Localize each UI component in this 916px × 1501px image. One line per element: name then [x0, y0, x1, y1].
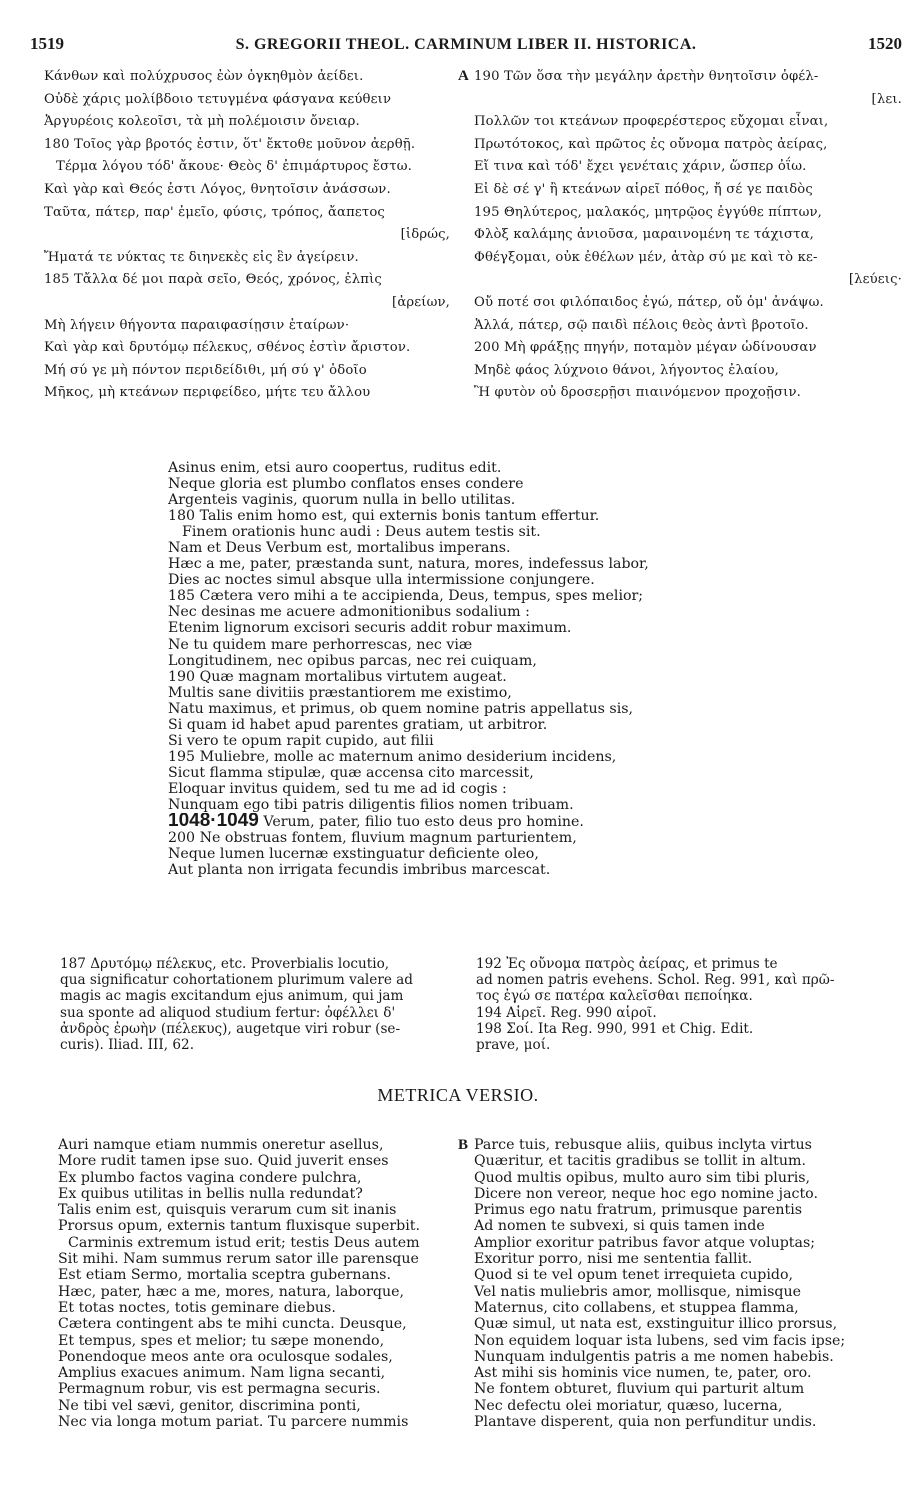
greek-line-continuation: [λει.: [871, 91, 902, 107]
greek-line: Εἰ δὲ σέ γ' ἢ κτεάνων αἱρεῖ πόθος, ἤ σέ γε παιδὸς: [474, 181, 813, 197]
footnote-line: curis). Iliad. III, 62.: [60, 1037, 195, 1054]
greek-line: 200 Μὴ φράξῃς πηγήν, ποταμὸν μέγαν ὠδίνουσαν: [474, 340, 817, 356]
section-title: METRICA VERSIO.: [377, 1085, 539, 1105]
footnote-line: sua sponte ad aliquod studium fertur: ὀφέλλει δ': [60, 1004, 396, 1021]
greek-line: Ἀλλά, πάτερ, σῷ παιδὶ πέλοις θεὸς ἀντὶ βροτοῖο.: [474, 317, 809, 333]
latin-line: Dies ac noctes simul absque ulla intermissione conjungere.: [168, 572, 595, 589]
greek-line: 185 Τἄλλα δέ μοι παρὰ σεῖο, Θεός, χρόνος, ἐλπὶς: [44, 272, 382, 288]
greek-line: Ἢ φυτὸν οὐ δροσερῇσι πιαινόμενον προχοῇσιν.: [474, 385, 801, 401]
verse-line: Ex quibus utilitas in bellis nulla redundat?: [58, 1185, 363, 1202]
latin-line: Aut planta non irrigata fecundis imbribus marcescat.: [168, 862, 551, 879]
latin-line: Nam et Deus Verbum est, mortalibus imperans.: [168, 540, 511, 557]
verse-line: Plantave disperent, quia non perfunditur undis.: [474, 1414, 817, 1431]
migne-column-reference: 1048·1049: [168, 813, 259, 831]
latin-line: Asinus enim, etsi auro coopertus, ruditus edit.: [168, 460, 502, 476]
verse-line: Nec via longa motum pariat. Tu parcere nummis: [58, 1414, 409, 1431]
verse-line: Hæc, pater, hæc a me, mores, natura, laborque,: [58, 1283, 405, 1300]
greek-line: Εἴ τινα καὶ τόδ' ἔχει γενέταις χάριν, ὥσπερ ὀΐω.: [474, 159, 807, 175]
verse-line: Quod multis opibus, multo auro sim tibi pluris,: [474, 1169, 811, 1186]
section-marker-b: B: [458, 1137, 469, 1153]
latin-line: Longitudinem, nec opibus parcas, nec rei cuiquam,: [168, 652, 537, 669]
greek-line: 195 Θηλύτερος, μαλακός, μητρῷος ἐγγύθε πίπτων,: [474, 204, 823, 220]
right-column-number: 1520: [867, 34, 902, 53]
left-column-number: 1519: [30, 34, 64, 53]
latin-line: 190 Quæ magnam mortalibus virtutem augeat.: [168, 668, 507, 685]
latin-line: 180 Talis enim homo est, qui externis bonis tantum effertur.: [168, 508, 600, 525]
latin-line: Nunquam ego tibi patris diligentis filios nomen tribuam.: [168, 796, 574, 813]
greek-line: 180 Τοῖος γὰρ βροτός ἐστιν, ὅτ' ἔκτοθε μοῦνον ἀερθῇ.: [44, 136, 416, 152]
greek-line: Οὔ ποτέ σοι φιλόπαιδος ἐγώ, πάτερ, οὔ ὁμ' ἀνάψω.: [474, 294, 824, 310]
verse-line: Non equidem loquar ista lubens, sed vim facis ipse;: [474, 1332, 846, 1349]
latin-line: Sicut flamma stipulæ, quæ accensa cito marcessit,: [168, 764, 534, 781]
verse-line: Quæ simul, ut nata est, exstinguitur illico prorsus,: [474, 1316, 838, 1333]
latin-line: 200 Ne obstruas fontem, fluvium magnum parturientem,: [168, 830, 577, 847]
section-marker-a: A: [458, 68, 469, 84]
latin-line: Natu maximus, et primus, ob quem nomine patris appellatus sis,: [168, 700, 634, 717]
greek-line-continuation: [ἱδρώς,: [400, 227, 450, 243]
latin-line: Si vero te opum rapit cupido, aut filii: [168, 732, 434, 749]
greek-right-column: [474, 66, 902, 405]
latin-line-text: Verum, pater, filio tuo esto deus pro homine.: [263, 814, 584, 831]
latin-line: Nec desinas me acuere admonitionibus sodalium :: [168, 604, 530, 621]
latin-line: Neque gloria est plumbo conflatos enses condere: [168, 476, 524, 493]
latin-line: Etenim lignorum excisori securis addit robur maximum.: [168, 620, 572, 637]
verse-line: Amplius exacues animum. Nam ligna secanti,: [58, 1365, 386, 1382]
verse-line: Ne fontem obturet, fluvium qui parturit altum: [474, 1381, 805, 1398]
verse-line: Primus ego natu fratrum, primusque parentis: [474, 1202, 803, 1219]
verse-line: Quod si te vel opum tenet irrequieta cupido,: [474, 1267, 794, 1284]
verse-line: Ad nomen te subvexi, si quis tamen inde: [474, 1218, 765, 1235]
greek-line: Κάνθων καὶ πολύχρυσος ἐὼν ὀγκηθμὸν ἀείδει.: [44, 69, 364, 84]
latin-line: Hæc a me, pater, præstanda sunt, natura, mores, indefessus labor,: [168, 556, 649, 573]
verse-line: Et totas noctes, totis geminare diebus.: [58, 1299, 336, 1316]
latin-line: Eloquar invitus quidem, sed tu me ad id cogis :: [168, 780, 507, 797]
verse-line: Cætera contingent abs te mihi cuncta. Deusque,: [58, 1316, 407, 1333]
verse-line: Ast mihi sis hominis vice numen, te, pater, oro.: [474, 1365, 812, 1382]
verse-line: Dicere non vereor, neque hoc ego nomine jacto.: [474, 1185, 818, 1202]
verse-line: Talis enim est, quisquis verarum cum sit inanis: [58, 1202, 397, 1219]
greek-line: 190 Τῶν ὅσα τὴν μεγάλην ἀρετὴν θνητοῖσιν ὀφέλ-: [474, 69, 819, 84]
greek-line: Πολλῶν τοι κτεάνων προφερέστερος εὔχομαι εἶναι,: [474, 114, 829, 130]
verse-line: Maternus, cito collabens, et stuppea flamma,: [474, 1299, 799, 1316]
greek-line: Φθέγξομαι, οὐκ ἐθέλων μέν, ἀτὰρ σύ με καὶ τὸ κε-: [474, 249, 818, 265]
footnote-line: magis ac magis excitandum ejus animum, qui jam: [60, 988, 404, 1005]
greek-line: Ἤματά τε νύκτας τε διηνεκὲς εἰς ἓν ἀγείρειν.: [44, 249, 359, 265]
verse-line: Permagnum robur, vis est permagna securis.: [58, 1381, 381, 1398]
verse-line: Auri namque etiam nummis oneretur asellus,: [58, 1137, 384, 1153]
footnotes-right: [476, 956, 904, 1053]
latin-line: Multis sane divitiis præstantiorem me existimo,: [168, 684, 512, 701]
footnote-line: prave, μοί.: [476, 1037, 551, 1054]
greek-line: Μὴ λήγειν θήγοντα παραιφασίῃσιν ἑταίρων·: [44, 317, 350, 333]
footnote-line: τος ἐγώ σε πατέρα καλεῖσθαι πεποίηκα.: [476, 988, 753, 1005]
greek-line: Ταῦτα, πάτερ, παρ' ἐμεῖο, φύσις, τρόπος, ἄαπετος: [44, 204, 385, 220]
footnote-line: ad nomen patris evehens. Schol. Reg. 991, καὶ πρῶ-: [476, 972, 835, 989]
metrica-left-column: [58, 1137, 448, 1430]
greek-line: Μηδὲ φάος λύχνοιο θάνοι, λήγοντος ἐλαίου,: [474, 362, 779, 378]
verse-line: Est etiam Sermo, mortalia sceptra gubernans.: [58, 1267, 391, 1284]
footnote-line: qua significatur cohortationem plurimum valere ad: [60, 972, 413, 989]
latin-line: Finem orationis hunc audi : Deus autem testis sit.: [182, 524, 541, 541]
verse-line: More rudit tamen ipse suo. Quid juverit enses: [58, 1153, 389, 1170]
latin-translation: [168, 460, 908, 878]
greek-line: Μῆκος, μὴ κτεάνων περιφείδεο, μήτε τευ ἄλλου: [44, 385, 371, 401]
verse-line: Nec defectu olei moriatur, quæso, lucerna,: [474, 1397, 783, 1414]
greek-line: Οὐδὲ χάρις μολίβδοιο τετυγμένα φάσγανα κεύθειν: [44, 91, 392, 107]
greek-line-continuation: [λεύεις·: [848, 272, 902, 288]
footnote-line: 192 Ἐς οὔνομα πατρὸς ἀείρας, et primus te: [476, 956, 778, 972]
greek-line: Τέρμα λόγου τόδ' ἄκουε· Θεὸς δ' ἐπιμάρτυρος ἔστω.: [56, 159, 413, 175]
latin-line: 185 Cætera vero mihi a te accipienda, Deus, tempus, spes melior;: [168, 588, 644, 605]
latin-line: Argenteis vaginis, quorum nulla in bello utilitas.: [168, 492, 516, 509]
verse-line: Vel natis muliebris amor, mollisque, nimisque: [474, 1283, 802, 1300]
greek-line-continuation: [ἀρείων,: [392, 294, 450, 310]
verse-line: Ex plumbo factos vagina condere pulchra,: [58, 1169, 362, 1186]
verse-line: Exoritur porro, nisi me sententia fallit.: [474, 1251, 753, 1268]
metrica-right-column: [474, 1137, 906, 1430]
verse-line: Quæritur, et tacitis gradibus se tollit in altum.: [474, 1153, 806, 1170]
latin-line: Si quam id habet apud parentes gratiam, ut arbitror.: [168, 716, 548, 733]
greek-left-column: [44, 66, 450, 405]
greek-line: Καὶ γὰρ καὶ Θεός ἐστι Λόγος, θνητοῖσιν ἀνάσσων.: [44, 181, 391, 197]
greek-line: Μή σύ γε μὴ πόντον περιδείδιθι, μή σύ γ' ὁδοῖο: [44, 362, 367, 378]
footnote-line: 187 Δρυτόμῳ πέλεκυς, etc. Proverbialis locutio,: [60, 956, 390, 972]
greek-line: Πρωτότοκος, καὶ πρῶτος ἐς οὔνομα πατρὸς ἀείρας,: [474, 136, 828, 152]
verse-line: Et tempus, spes et melior; tu sæpe monendo,: [58, 1332, 385, 1349]
greek-line: Ἀργυρέοις κολεοῖσι, τὰ μὴ πολέμοισιν ὄνειαρ.: [44, 114, 360, 130]
footnote-line: ἀνδρὸς ἐρωὴν (πέλεκυς), augetque viri robur (se-: [60, 1020, 401, 1037]
page-header: [30, 34, 902, 62]
greek-line: Φλὸξ καλάμης ἀνιοῦσα, μαραινομένη τε τάχιστα,: [474, 227, 814, 243]
footnotes-left: [60, 956, 452, 1053]
latin-line: Neque lumen lucernæ exstinguatur deficiente oleo,: [168, 846, 539, 863]
latin-line: 195 Muliebre, molle ac maternum animo desiderium incidens,: [168, 748, 617, 765]
verse-line: Sit mihi. Nam summus rerum sator ille parensque: [58, 1251, 419, 1268]
verse-line: Parce tuis, rebusque aliis, quibus inclyta virtus: [474, 1137, 812, 1153]
verse-line: Ne tibi vel sævi, genitor, discrimina ponti,: [58, 1397, 361, 1414]
latin-line: Ne tu quidem mare perhorrescas, nec viæ: [168, 636, 473, 653]
verse-line: Nunquam indulgentis patris a me nomen habebis.: [474, 1348, 834, 1365]
verse-line: Carminis extremum istud erit; testis Deus autem: [68, 1234, 420, 1251]
verse-line: Ponendoque meos ante ora oculosque sodales,: [58, 1348, 393, 1365]
running-title: S. GREGORII THEOL. CARMINUM LIBER II. HISTORICA.: [235, 36, 697, 53]
greek-line: Καὶ γὰρ καὶ δρυτόμῳ πέλεκυς, σθένος ἐστὶν ἄριστον.: [44, 340, 411, 356]
latin-line-with-column-ref: [168, 813, 908, 830]
footnote-line: 198 Σοί. Ita Reg. 990, 991 et Chig. Edit.: [476, 1020, 754, 1037]
verse-line: Amplior exoritur patribus favor atque voluptas;: [474, 1234, 816, 1251]
verse-line: Prorsus opum, externis tantum fluxisque superbit.: [58, 1218, 420, 1235]
footnote-line: 194 Αἱρεῖ. Reg. 990 αἱροῖ.: [476, 1004, 657, 1021]
